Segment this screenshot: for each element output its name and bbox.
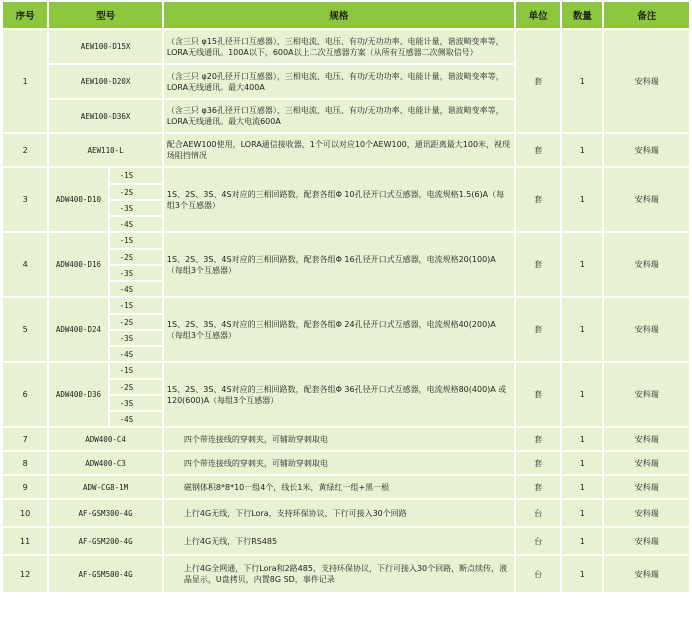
cell-model: AEW110-L bbox=[49, 134, 162, 166]
cell-spec: 1S、2S、3S、4S对应的三相回路数，配套各组Φ 16孔径开口式互感器，电流规格20(100)A（每组3个互感器） bbox=[164, 233, 514, 296]
cell-unit: 套 bbox=[516, 168, 560, 231]
cell-variant: -3S bbox=[110, 201, 162, 215]
cell-seq: 4 bbox=[3, 233, 47, 296]
cell-qty: 1 bbox=[562, 134, 602, 166]
cell-seq: 12 bbox=[3, 556, 47, 592]
cell-variant: -4S bbox=[110, 347, 162, 361]
table-row bbox=[3, 134, 689, 166]
cell-seq: 5 bbox=[3, 298, 47, 361]
cell-model: ADW400-C3 bbox=[49, 452, 162, 474]
cell-unit: 台 bbox=[516, 500, 560, 526]
cell-seq: 3 bbox=[3, 168, 47, 231]
cell-variant: -4S bbox=[110, 412, 162, 426]
header-row bbox=[3, 2, 689, 28]
table-row bbox=[3, 452, 689, 474]
table-row bbox=[3, 363, 689, 378]
cell-note: 安科瑞 bbox=[604, 363, 689, 426]
cell-unit: 套 bbox=[516, 30, 560, 132]
table-row bbox=[3, 30, 689, 63]
cell-variant: -4S bbox=[110, 217, 162, 231]
cell-unit: 套 bbox=[516, 298, 560, 361]
header-note: 备注 bbox=[604, 2, 689, 28]
header-seq: 序号 bbox=[3, 2, 47, 28]
cell-qty: 1 bbox=[562, 500, 602, 526]
cell-note: 安科瑞 bbox=[604, 134, 689, 166]
cell-qty: 1 bbox=[562, 298, 602, 361]
cell-spec: 上行4G无线，下行Lora，支持环保协议，下行可接入30个回路 bbox=[164, 500, 514, 526]
cell-seq: 10 bbox=[3, 500, 47, 526]
cell-note: 安科瑞 bbox=[604, 556, 689, 592]
cell-variant: -1S bbox=[110, 233, 162, 248]
cell-spec: 四个带连接线的穿刺夹，可辅助穿刺取电 bbox=[164, 428, 514, 450]
cell-qty: 1 bbox=[562, 363, 602, 426]
cell-spec: 上行4G无线，下行RS485 bbox=[164, 528, 514, 554]
cell-note: 安科瑞 bbox=[604, 30, 689, 132]
cell-seq: 11 bbox=[3, 528, 47, 554]
cell-model: ADW400-D10 bbox=[49, 168, 107, 231]
cell-seq: 2 bbox=[3, 134, 47, 166]
cell-unit: 套 bbox=[516, 452, 560, 474]
cell-spec: 1S、2S、3S、4S对应的三相回路数，配套各组Φ 36孔径开口式互感器，电流规格80(400)A 或120(600)A（每组3个互感器） bbox=[164, 363, 514, 426]
cell-variant: -1S bbox=[110, 363, 162, 378]
cell-seq: 6 bbox=[3, 363, 47, 426]
cell-seq: 7 bbox=[3, 428, 47, 450]
cell-qty: 1 bbox=[562, 30, 602, 132]
cell-spec: （含三只 φ15孔径开口互感器），三相电流、电压、有功/无功功率、电能计量，谐波畸变率等，LORA无线通讯。100A以下，600A以上二次互感器方案（从所有互感器二次侧取信号） bbox=[164, 30, 514, 63]
cell-unit: 套 bbox=[516, 428, 560, 450]
table-row bbox=[3, 168, 689, 183]
cell-qty: 1 bbox=[562, 452, 602, 474]
cell-qty: 1 bbox=[562, 168, 602, 231]
cell-qty: 1 bbox=[562, 476, 602, 498]
cell-variant: -4S bbox=[110, 282, 162, 296]
cell-note: 安科瑞 bbox=[604, 528, 689, 554]
table-row bbox=[3, 500, 689, 526]
cell-seq: 8 bbox=[3, 452, 47, 474]
cell-spec: 上行4G全网通，下行Lora和2路485，支持环保协议，下行可接入30个回路，断点续传，液晶显示，U盘拷贝，内置8G SD，事件记录 bbox=[164, 556, 514, 592]
cell-unit: 套 bbox=[516, 134, 560, 166]
cell-variant: -3S bbox=[110, 331, 162, 345]
cell-note: 安科瑞 bbox=[604, 233, 689, 296]
cell-note: 安科瑞 bbox=[604, 298, 689, 361]
cell-qty: 1 bbox=[562, 428, 602, 450]
cell-note: 安科瑞 bbox=[604, 500, 689, 526]
cell-unit: 套 bbox=[516, 233, 560, 296]
cell-unit: 套 bbox=[516, 476, 560, 498]
cell-variant: -2S bbox=[110, 250, 162, 264]
cell-variant: -1S bbox=[110, 298, 162, 313]
table-row bbox=[3, 528, 689, 554]
cell-unit: 台 bbox=[516, 528, 560, 554]
cell-note: 安科瑞 bbox=[604, 452, 689, 474]
product-table bbox=[1, 0, 691, 594]
cell-unit: 台 bbox=[516, 556, 560, 592]
cell-model: AEW100-D20X bbox=[49, 65, 162, 98]
cell-qty: 1 bbox=[562, 528, 602, 554]
cell-unit: 套 bbox=[516, 363, 560, 426]
header-model: 型号 bbox=[49, 2, 162, 28]
cell-spec: 四个带连接线的穿刺夹，可辅助穿刺取电 bbox=[164, 452, 514, 474]
cell-model: AEW100-D36X bbox=[49, 100, 162, 132]
table-row bbox=[3, 233, 689, 248]
header-qty: 数量 bbox=[562, 2, 602, 28]
cell-spec: 1S、2S、3S、4S对应的三相回路数，配套各组Φ 10孔径开口式互感器，电流规格1.5(6)A（每组3个互感器） bbox=[164, 168, 514, 231]
cell-variant: -3S bbox=[110, 266, 162, 280]
cell-qty: 1 bbox=[562, 556, 602, 592]
cell-variant: -1S bbox=[110, 168, 162, 183]
header-spec: 规格 bbox=[164, 2, 514, 28]
cell-spec: 配合AEW100使用，LORA通信接收器，1个可以对应10个AEW100，通讯距离最大100米，视现场阻挡情况 bbox=[164, 134, 514, 166]
cell-spec: 磁钢体积8*8*10一组4个，线长1米，黄绿红一组+黑一根 bbox=[164, 476, 514, 498]
cell-variant: -2S bbox=[110, 185, 162, 199]
cell-seq: 1 bbox=[3, 30, 47, 132]
cell-spec: （含三只 φ36孔径开口互感器），三相电流、电压、有功/无功功率、电能计量，谐波畸变率等，LORA无线通讯。最大电流600A bbox=[164, 100, 514, 132]
cell-note: 安科瑞 bbox=[604, 428, 689, 450]
cell-variant: -3S bbox=[110, 396, 162, 410]
cell-model: ADW400-D36 bbox=[49, 363, 107, 426]
table-row bbox=[3, 556, 689, 592]
cell-model: ADW-CG8-1M bbox=[49, 476, 162, 498]
cell-note: 安科瑞 bbox=[604, 476, 689, 498]
table-row bbox=[3, 428, 689, 450]
table-row bbox=[3, 298, 689, 313]
cell-model: ADW400-D16 bbox=[49, 233, 107, 296]
cell-model: AEW100-D15X bbox=[49, 30, 162, 63]
cell-model: ADW400-C4 bbox=[49, 428, 162, 450]
cell-note: 安科瑞 bbox=[604, 168, 689, 231]
cell-variant: -2S bbox=[110, 315, 162, 329]
cell-model: AF-GSM200-4G bbox=[49, 528, 162, 554]
cell-model: AF-GSM300-4G bbox=[49, 500, 162, 526]
cell-model: AF-GSM500-4G bbox=[49, 556, 162, 592]
cell-model: ADW400-D24 bbox=[49, 298, 107, 361]
table-row bbox=[3, 476, 689, 498]
cell-spec: 1S、2S、3S、4S对应的三相回路数，配套各组Φ 24孔径开口式互感器，电流规格40(200)A（每组3个互感器） bbox=[164, 298, 514, 361]
cell-spec: （含三只 φ20孔径开口互感器），三相电流、电压、有功/无功功率、电能计量，谐波畸变率等，LORA无线通讯。最大400A bbox=[164, 65, 514, 98]
header-unit: 单位 bbox=[516, 2, 560, 28]
cell-qty: 1 bbox=[562, 233, 602, 296]
cell-seq: 9 bbox=[3, 476, 47, 498]
cell-variant: -2S bbox=[110, 380, 162, 394]
